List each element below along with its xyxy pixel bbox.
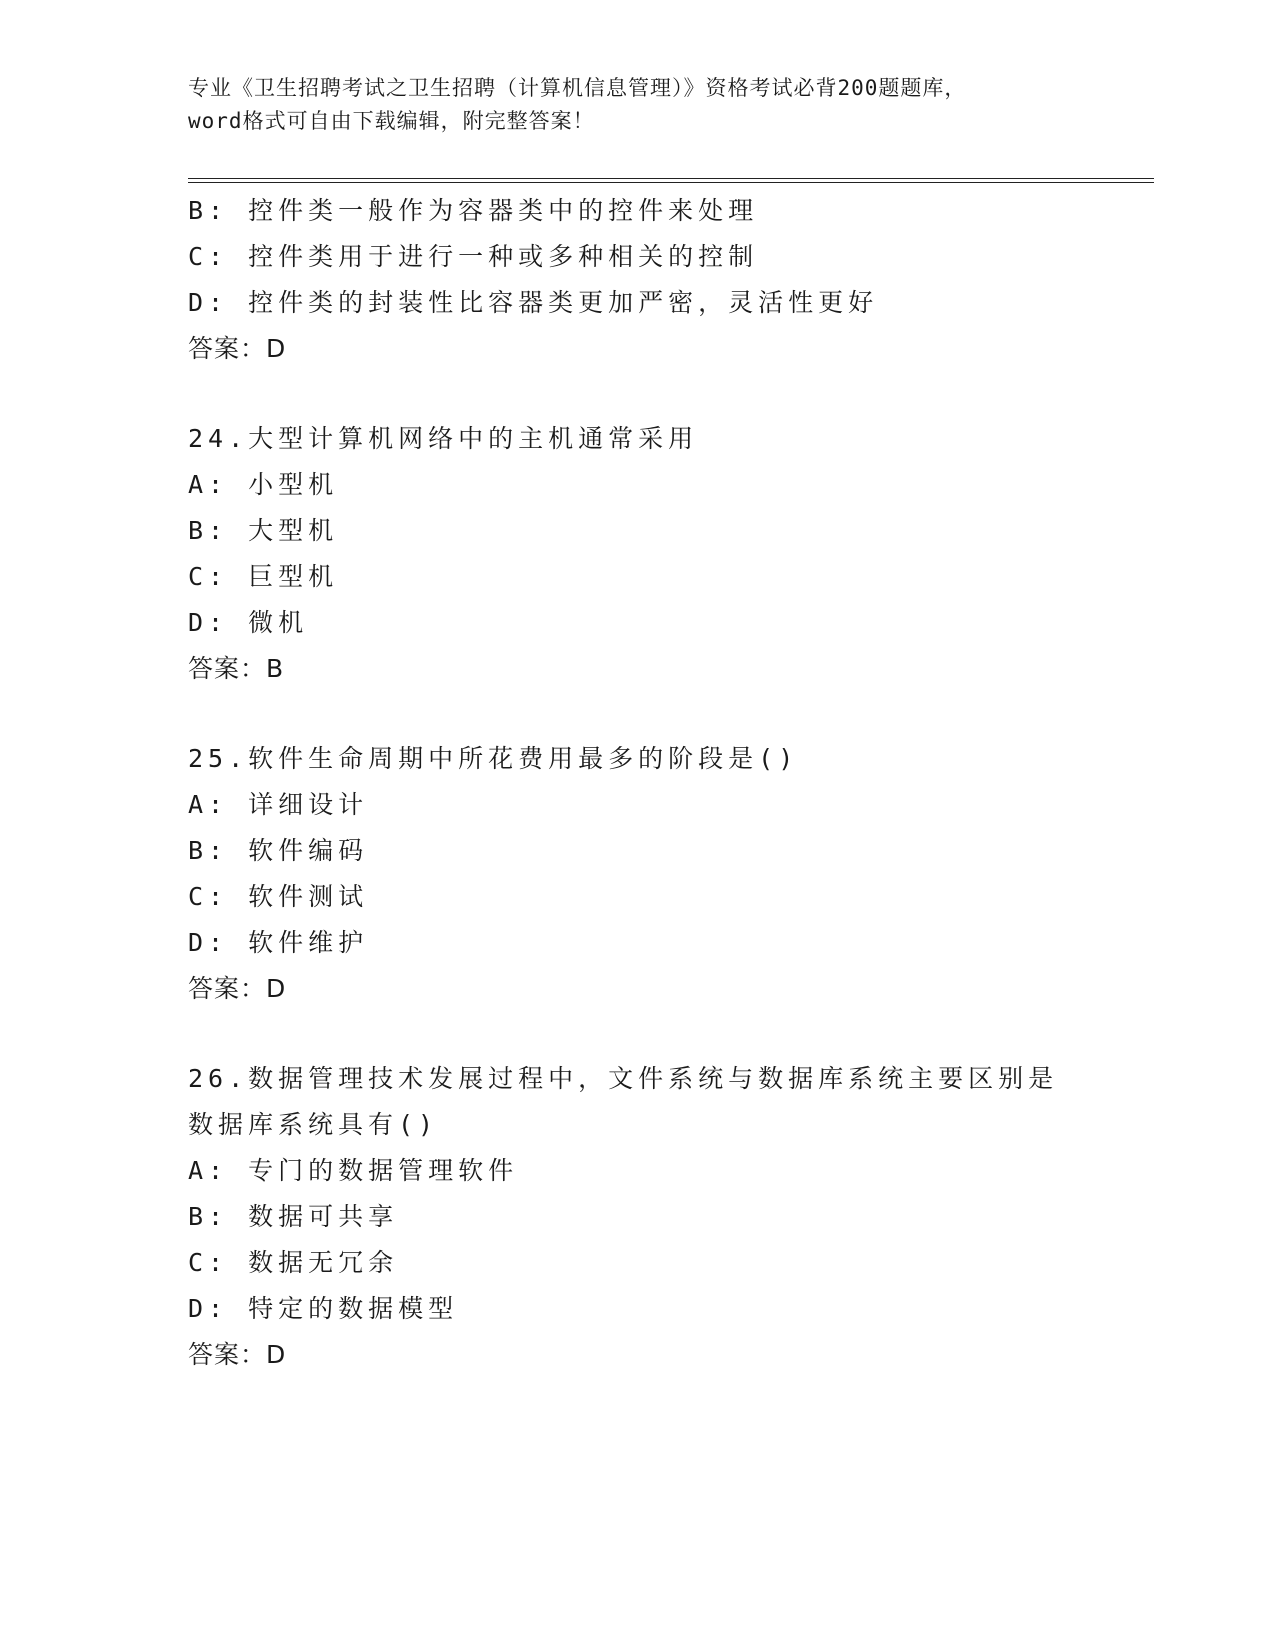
header-divider xyxy=(188,178,1154,183)
option-c: C: 巨型机 xyxy=(188,562,339,591)
question-block-26 xyxy=(188,1056,1088,1378)
question-block-25 xyxy=(188,736,1088,1012)
option-d: D: 微机 xyxy=(188,608,309,637)
option-c: C: 数据无冗余 xyxy=(188,1248,399,1277)
option-a: A: 专门的数据管理软件 xyxy=(188,1156,519,1185)
option-d: D: 控件类的封装性比容器类更加严密，灵活性更好 xyxy=(188,288,879,317)
question-text: 26.数据管理技术发展过程中，文件系统与数据库系统主要区别是数据库系统具有() xyxy=(188,1064,1059,1139)
option-c: C: 软件测试 xyxy=(188,882,369,911)
option-b: B: 软件编码 xyxy=(188,836,369,865)
option-a: A: 详细设计 xyxy=(188,790,369,819)
question-text: 24.大型计算机网络中的主机通常采用 xyxy=(188,424,699,453)
header-line-2: word格式可自由下载编辑，附完整答案！ xyxy=(188,109,595,133)
option-d: D: 软件维护 xyxy=(188,928,369,957)
answer-line: 答案：B xyxy=(188,654,285,683)
question-list xyxy=(188,188,1088,1378)
option-d: D: 特定的数据模型 xyxy=(188,1294,459,1323)
question-block-24 xyxy=(188,416,1088,692)
option-a: A: 小型机 xyxy=(188,470,339,499)
option-b: B: 控件类一般作为容器类中的控件来处理 xyxy=(188,196,759,225)
spacer xyxy=(188,372,1088,416)
question-block-23 xyxy=(188,188,1088,372)
spacer xyxy=(188,692,1088,736)
option-c: C: 控件类用于进行一种或多种相关的控制 xyxy=(188,242,759,271)
answer-line: 答案：D xyxy=(188,334,287,363)
option-b: B: 大型机 xyxy=(188,516,339,545)
document-header xyxy=(188,72,1088,138)
header-line-1: 专业《卫生招聘考试之卫生招聘（计算机信息管理）》资格考试必背200题题库， xyxy=(188,76,967,100)
answer-line: 答案：D xyxy=(188,1340,287,1369)
answer-line: 答案：D xyxy=(188,974,287,1003)
option-b: B: 数据可共享 xyxy=(188,1202,399,1231)
question-text: 25.软件生命周期中所花费用最多的阶段是() xyxy=(188,744,799,773)
spacer xyxy=(188,1012,1088,1056)
